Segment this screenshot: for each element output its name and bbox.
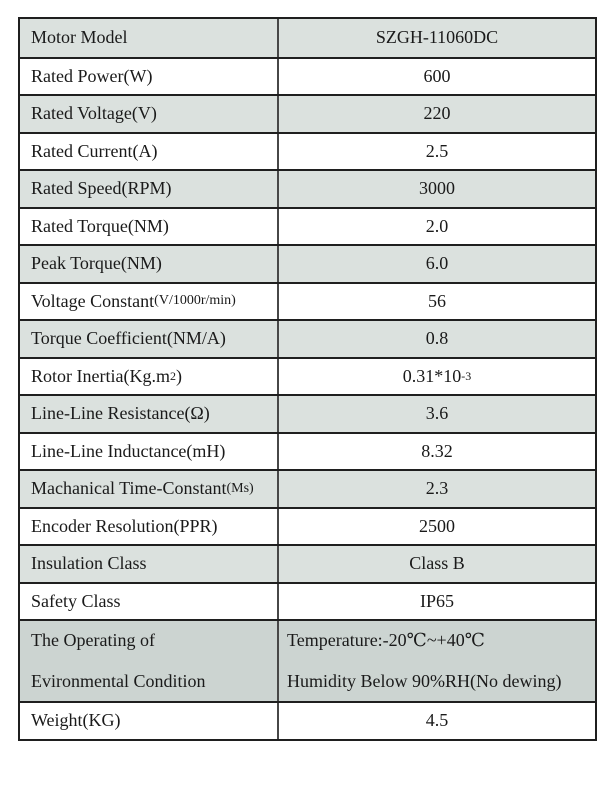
table-row-rated-current: [20, 132, 595, 170]
row-value: [277, 209, 595, 245]
row-value: [277, 96, 595, 132]
row-label-text: Line-Line Inductance(mH): [31, 440, 226, 461]
row-value-text: 2.3: [425, 478, 449, 499]
row-label: [20, 509, 277, 545]
row-label-text: Line-Line Resistance(Ω): [31, 403, 210, 424]
row-label: [20, 284, 277, 320]
table-row-line-line-inductance: [20, 432, 595, 470]
row-value-text: 8.32: [421, 440, 453, 461]
row-value-text: 0.8: [425, 328, 449, 349]
row-label: [20, 546, 277, 582]
row-label-text: Encoder Resolution(PPR): [31, 515, 218, 536]
row-label: [20, 321, 277, 357]
table-row-safety-class: [20, 582, 595, 620]
row-label: [20, 19, 277, 57]
row-value-text: 2.5: [425, 140, 449, 161]
row-value-text: Class B: [409, 553, 465, 574]
row-value-text: 56: [428, 290, 446, 311]
row-value: [277, 509, 595, 545]
row-value: [277, 284, 595, 320]
row-value: [277, 546, 595, 582]
row-value: [277, 246, 595, 282]
row-label: [20, 703, 277, 739]
row-value: [277, 134, 595, 170]
row-label: [20, 584, 277, 620]
row-value: [277, 584, 595, 620]
table-row-motor-model: [20, 19, 595, 57]
table-row-line-line-resistance: [20, 394, 595, 432]
row-value: [277, 621, 595, 701]
row-value-text: 3.6: [425, 403, 449, 424]
table-row-torque-coefficient: [20, 319, 595, 357]
row-value: 0.31*10 -3: [277, 359, 595, 395]
row-label-text: Rotor Inertia(Kg.m: [31, 365, 170, 386]
row-value: [277, 321, 595, 357]
row-value-line1: Temperature:-20℃~+40℃: [287, 630, 485, 650]
row-label: [20, 246, 277, 282]
table-row-insulation-class: [20, 544, 595, 582]
motor-spec-table: [18, 17, 597, 741]
table-row-peak-torque: [20, 244, 595, 282]
row-label: [20, 209, 277, 245]
row-label-text: Rated Torque(NM): [31, 215, 169, 236]
row-label-text: Weight(KG): [31, 710, 121, 731]
row-label-text: Rated Voltage(V): [31, 103, 157, 124]
row-value-text: 4.5: [425, 710, 449, 731]
row-label-text: Torque Coefficient(NM/A): [31, 328, 226, 349]
row-label-text: Insulation Class: [31, 553, 147, 574]
table-row-environmental-condition: [20, 619, 595, 701]
row-label-text: Rated Speed(RPM): [31, 178, 172, 199]
table-row-rotor-inertia: [20, 357, 595, 395]
row-value: [277, 19, 595, 57]
table-row-rated-voltage: [20, 94, 595, 132]
row-label: [20, 396, 277, 432]
row-value-text: 2.0: [425, 215, 449, 236]
row-value-text: IP65: [419, 590, 454, 611]
row-value-text: 0.31*10: [402, 365, 462, 386]
table-row-mechanical-time-constant: [20, 469, 595, 507]
row-label-text: Rated Current(A): [31, 140, 158, 161]
row-value: [277, 396, 595, 432]
row-value-text: 3000: [419, 178, 455, 199]
row-label-unit: (Ms): [226, 480, 254, 496]
row-label: [20, 134, 277, 170]
row-value: [277, 471, 595, 507]
row-value-text: SZGH-11060DC: [375, 27, 499, 48]
row-label-line2: Evironmental Condition: [31, 671, 206, 691]
row-label: [20, 471, 277, 507]
row-label-text: Peak Torque(NM): [31, 253, 162, 274]
table-row-rated-torque: [20, 207, 595, 245]
table-row-encoder-resolution: [20, 507, 595, 545]
row-label-unit: (V/1000r/min): [154, 293, 236, 309]
row-label-text: Rated Power(W): [31, 65, 153, 86]
row-value: [277, 703, 595, 739]
row-label-text: Voltage Constant: [31, 290, 155, 311]
table-row-rated-speed: [20, 169, 595, 207]
row-label: Rotor Inertia(Kg.m 2 ): [31, 365, 182, 386]
row-label: [20, 171, 277, 207]
row-value: [277, 171, 595, 207]
table-row-voltage-constant: [20, 282, 595, 320]
row-label: [20, 96, 277, 132]
row-label-text: Motor Model: [31, 27, 128, 48]
row-label: [20, 621, 277, 701]
row-label: [20, 434, 277, 470]
row-value: [277, 434, 595, 470]
row-label-text-end: ): [175, 365, 182, 386]
row-value-text: 6.0: [425, 253, 449, 274]
row-value-text: 2500: [419, 515, 455, 536]
row-value-line2: Humidity Below 90%RH(No dewing): [287, 671, 562, 691]
row-value-text: 220: [423, 103, 451, 124]
row-label-line1: The Operating of: [31, 630, 155, 650]
row-label: [20, 59, 277, 95]
row-value-text: 600: [423, 65, 451, 86]
row-label-text: Safety Class: [31, 590, 121, 611]
table-row-weight: [20, 701, 595, 739]
row-value: [277, 59, 595, 95]
row-label-text: Machanical Time-Constant: [31, 478, 227, 499]
table-row-rated-power: [20, 57, 595, 95]
